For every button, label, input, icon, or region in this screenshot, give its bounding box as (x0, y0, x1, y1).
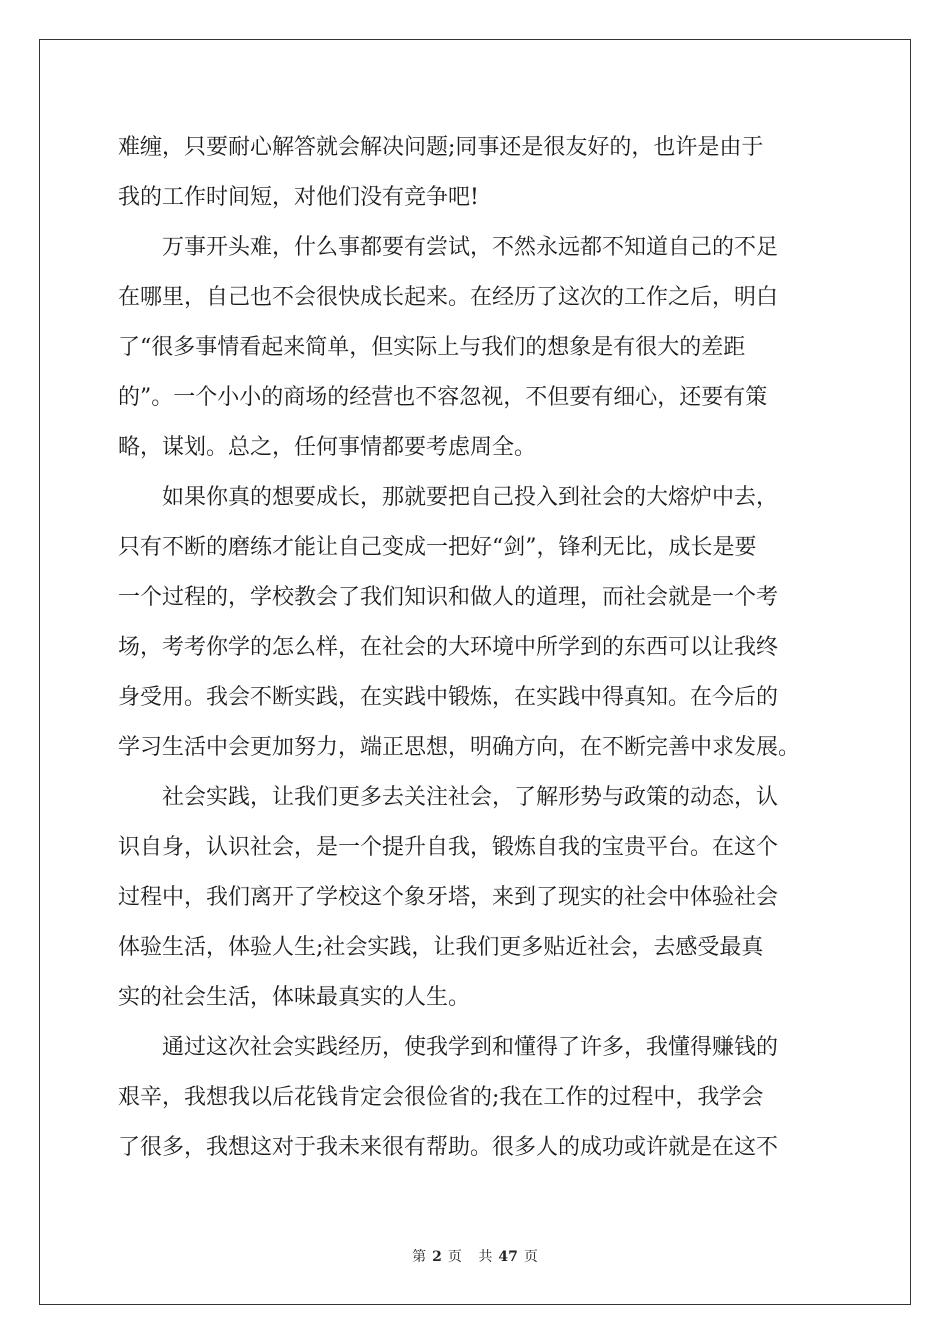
total-pages: 47 (498, 1249, 518, 1265)
page-indicator (409, 1249, 465, 1265)
text-line: 我的工作时间短，对他们没有竞争吧! (118, 185, 479, 210)
text-line: 的”。一个小小的商场的经营也不容忽视，不但要有细心，还要有策 (118, 385, 768, 410)
page-prefix: 第 (412, 1249, 427, 1265)
page-suffix: 页 (447, 1249, 462, 1265)
text-line: 识自身，认识社会，是一个提升自我，锻炼自我的宝贵平台。在这个 (118, 835, 779, 860)
total-suffix: 页 (523, 1249, 538, 1265)
page-border (39, 39, 911, 1305)
paragraph-start-line: 社会实践，让我们更多去关注社会，了解形势与政策的动态，认 (162, 785, 779, 810)
paragraph-start-line: 通过这次社会实践经历，使我学到和懂得了许多，我懂得赚钱的 (162, 1035, 779, 1060)
text-line: 在哪里，自己也不会很快成长起来。在经历了这次的工作之后，明白 (118, 285, 779, 310)
text-line: 了很多，我想这对于我未来很有帮助。很多人的成功或许就是在这不 (118, 1135, 779, 1160)
text-line: 一个过程的，学校教会了我们知识和做人的道理，而社会就是一个考 (118, 585, 779, 610)
text-line: 身受用。我会不断实践，在实践中锻炼，在实践中得真知。在今后的 (118, 685, 779, 710)
paragraph-start-line: 万事开头难，什么事都要有尝试，不然永远都不知道自己的不足 (162, 235, 779, 260)
text-line: 体验生活，体验人生;社会实践，让我们更多贴近社会，去感受最真 (118, 935, 764, 960)
text-line: 了“很多事情看起来简单，但实际上与我们的想象是有很大的差距 (118, 335, 746, 360)
text-line: 场，考考你学的怎么样，在社会的大环境中所学到的东西可以让我终 (118, 635, 779, 660)
text-line: 只有不断的磨练才能让自己变成一把好“剑”，锋利无比，成长是要 (118, 535, 757, 560)
total-pages-indicator (475, 1249, 540, 1265)
text-line: 难缠，只要耐心解答就会解决问题;同事还是很友好的，也许是由于 (118, 135, 764, 160)
paragraph-start-line: 如果你真的想要成长，那就要把自己投入到社会的大熔炉中去， (162, 485, 779, 510)
text-line: 学习生活中会更加努力，端正思想，明确方向，在不断完善中求发展。 (118, 735, 801, 760)
text-line: 过程中，我们离开了学校这个象牙塔，来到了现实的社会中体验社会 (118, 885, 779, 910)
text-line: 实的社会生活，体味最真实的人生。 (118, 985, 471, 1010)
text-line: 略，谋划。总之，任何事情都要考虑周全。 (118, 435, 537, 460)
total-prefix: 共 (478, 1249, 493, 1265)
page-footer (0, 1246, 950, 1266)
page-number: 2 (432, 1249, 442, 1265)
text-line: 艰辛，我想我以后花钱肯定会很俭省的;我在工作的过程中，我学会 (118, 1085, 764, 1110)
